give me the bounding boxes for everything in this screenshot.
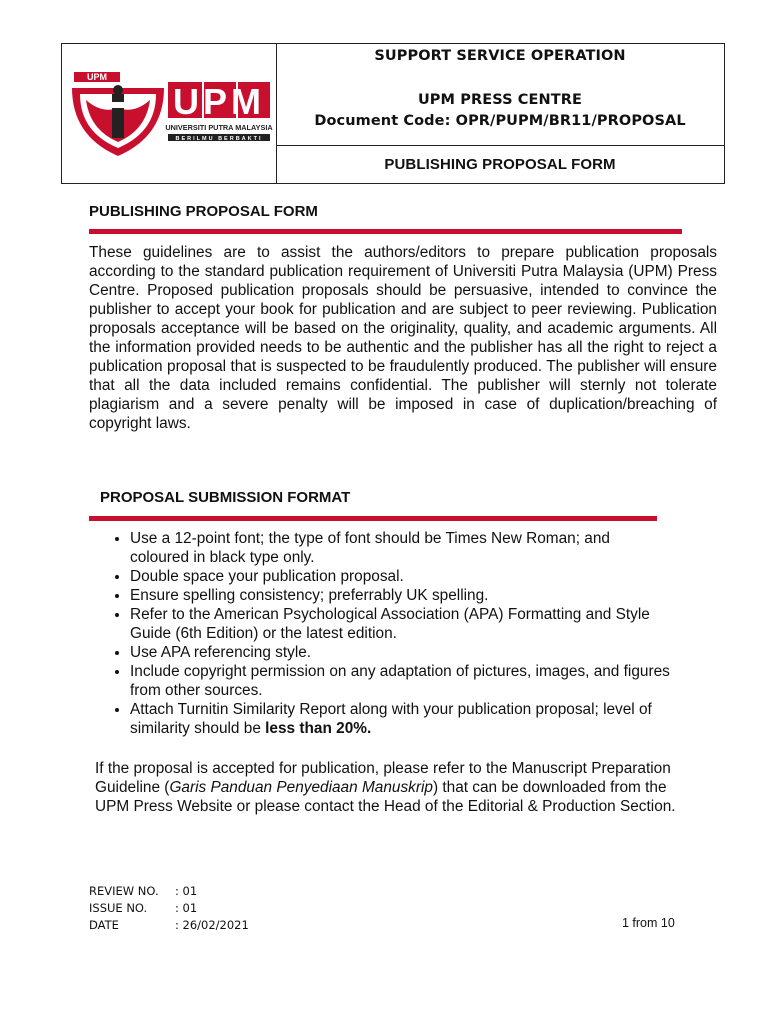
form-title: PUBLISHING PROPOSAL FORM bbox=[384, 156, 616, 173]
document-code: Document Code: OPR/PUPM/BR11/PROPOSAL bbox=[314, 113, 686, 129]
document-header-table bbox=[61, 43, 725, 184]
header-form-title-cell bbox=[276, 145, 724, 183]
logo-motto-text: BERILMU BERBAKTI bbox=[175, 136, 263, 142]
issue-number bbox=[89, 901, 197, 915]
header-title-cell bbox=[276, 44, 724, 146]
list-item: • Double space your publication proposal. bbox=[130, 567, 670, 586]
logo-university-text: UNIVERSITI PUTRA MALAYSIA bbox=[165, 123, 273, 132]
list-item-text: Attach Turnitin Similarity Report along with your publication proposal; level of similarity should be bbox=[130, 701, 652, 737]
guidelines-paragraph: These guidelines are to assist the authors/editors to prepare publication proposals according to the standard publication requirement of Universiti Putra Malaysia (UPM) Press Centre. Proposed publication proposals should be persuasive, intended to convince the publisher to accept your book for publication and are subject to peer reviewing. Publication proposals acceptance will be based on the originality, quality, and academic arguments. All the information provided needs to be authentic and the publisher has all the right to reject a publication proposal that is suspected to be fraudulently produced. The publisher will ensure that all the data included remains confidential. The publisher will sternly not tolerate plagiarism and a severe penalty will be imposed in case of duplication/breaching of copyright laws. bbox=[89, 244, 717, 432]
guideline-title: Garis Panduan Penyediaan Manuskrip bbox=[169, 779, 433, 796]
section-title-submission-format: PROPOSAL SUBMISSION FORMAT bbox=[100, 489, 351, 506]
upm-logo bbox=[62, 44, 277, 183]
acceptance-paragraph bbox=[95, 759, 695, 816]
section-title-proposal-form: PUBLISHING PROPOSAL FORM bbox=[89, 203, 318, 220]
list-item: • Ensure spelling consistency; preferrably UK spelling. bbox=[130, 586, 670, 605]
submission-format-list bbox=[106, 529, 670, 738]
section-divider bbox=[89, 516, 657, 521]
document-date bbox=[89, 918, 249, 932]
page-number: 1 from 10 bbox=[622, 916, 675, 930]
section-divider bbox=[89, 229, 682, 234]
list-item: • Use APA referencing style. bbox=[130, 643, 670, 662]
list-item: • Use a 12-point font; the type of font should be Times New Roman; and coloured in black type only. bbox=[130, 529, 670, 567]
logo-big-text: UPM bbox=[173, 81, 265, 122]
operation-heading: SUPPORT SERVICE OPERATION bbox=[374, 48, 626, 64]
list-item: • Refer to the American Psychological Association (APA) Formatting and Style Guide (6th Edition) or the latest edition. bbox=[130, 605, 670, 643]
list-item bbox=[130, 700, 670, 738]
review-value: : 01 bbox=[175, 884, 198, 898]
date-value: : 26/02/2021 bbox=[175, 918, 249, 932]
similarity-threshold: less than 20%. bbox=[265, 720, 372, 737]
list-item: • Include copyright permission on any adaptation of pictures, images, and figures from other sources. bbox=[130, 662, 670, 700]
logo-top-text: UPM bbox=[87, 72, 107, 82]
centre-heading: UPM PRESS CENTRE bbox=[417, 92, 583, 108]
review-number bbox=[89, 884, 197, 898]
acceptance-text-a: If the proposal is accepted for publication, please refer to the Manuscript Preparation Guideline ( bbox=[95, 760, 671, 796]
review-label: REVIEW NO. bbox=[89, 884, 159, 898]
date-label: DATE bbox=[89, 918, 119, 932]
acceptance-text-b: ) that can be downloaded from the UPM Press Website or please contact the Head of the Editorial & Production Section. bbox=[95, 779, 676, 815]
issue-label: ISSUE NO. bbox=[89, 901, 148, 915]
issue-value: : 01 bbox=[175, 901, 198, 915]
upm-crest-icon bbox=[62, 44, 276, 183]
